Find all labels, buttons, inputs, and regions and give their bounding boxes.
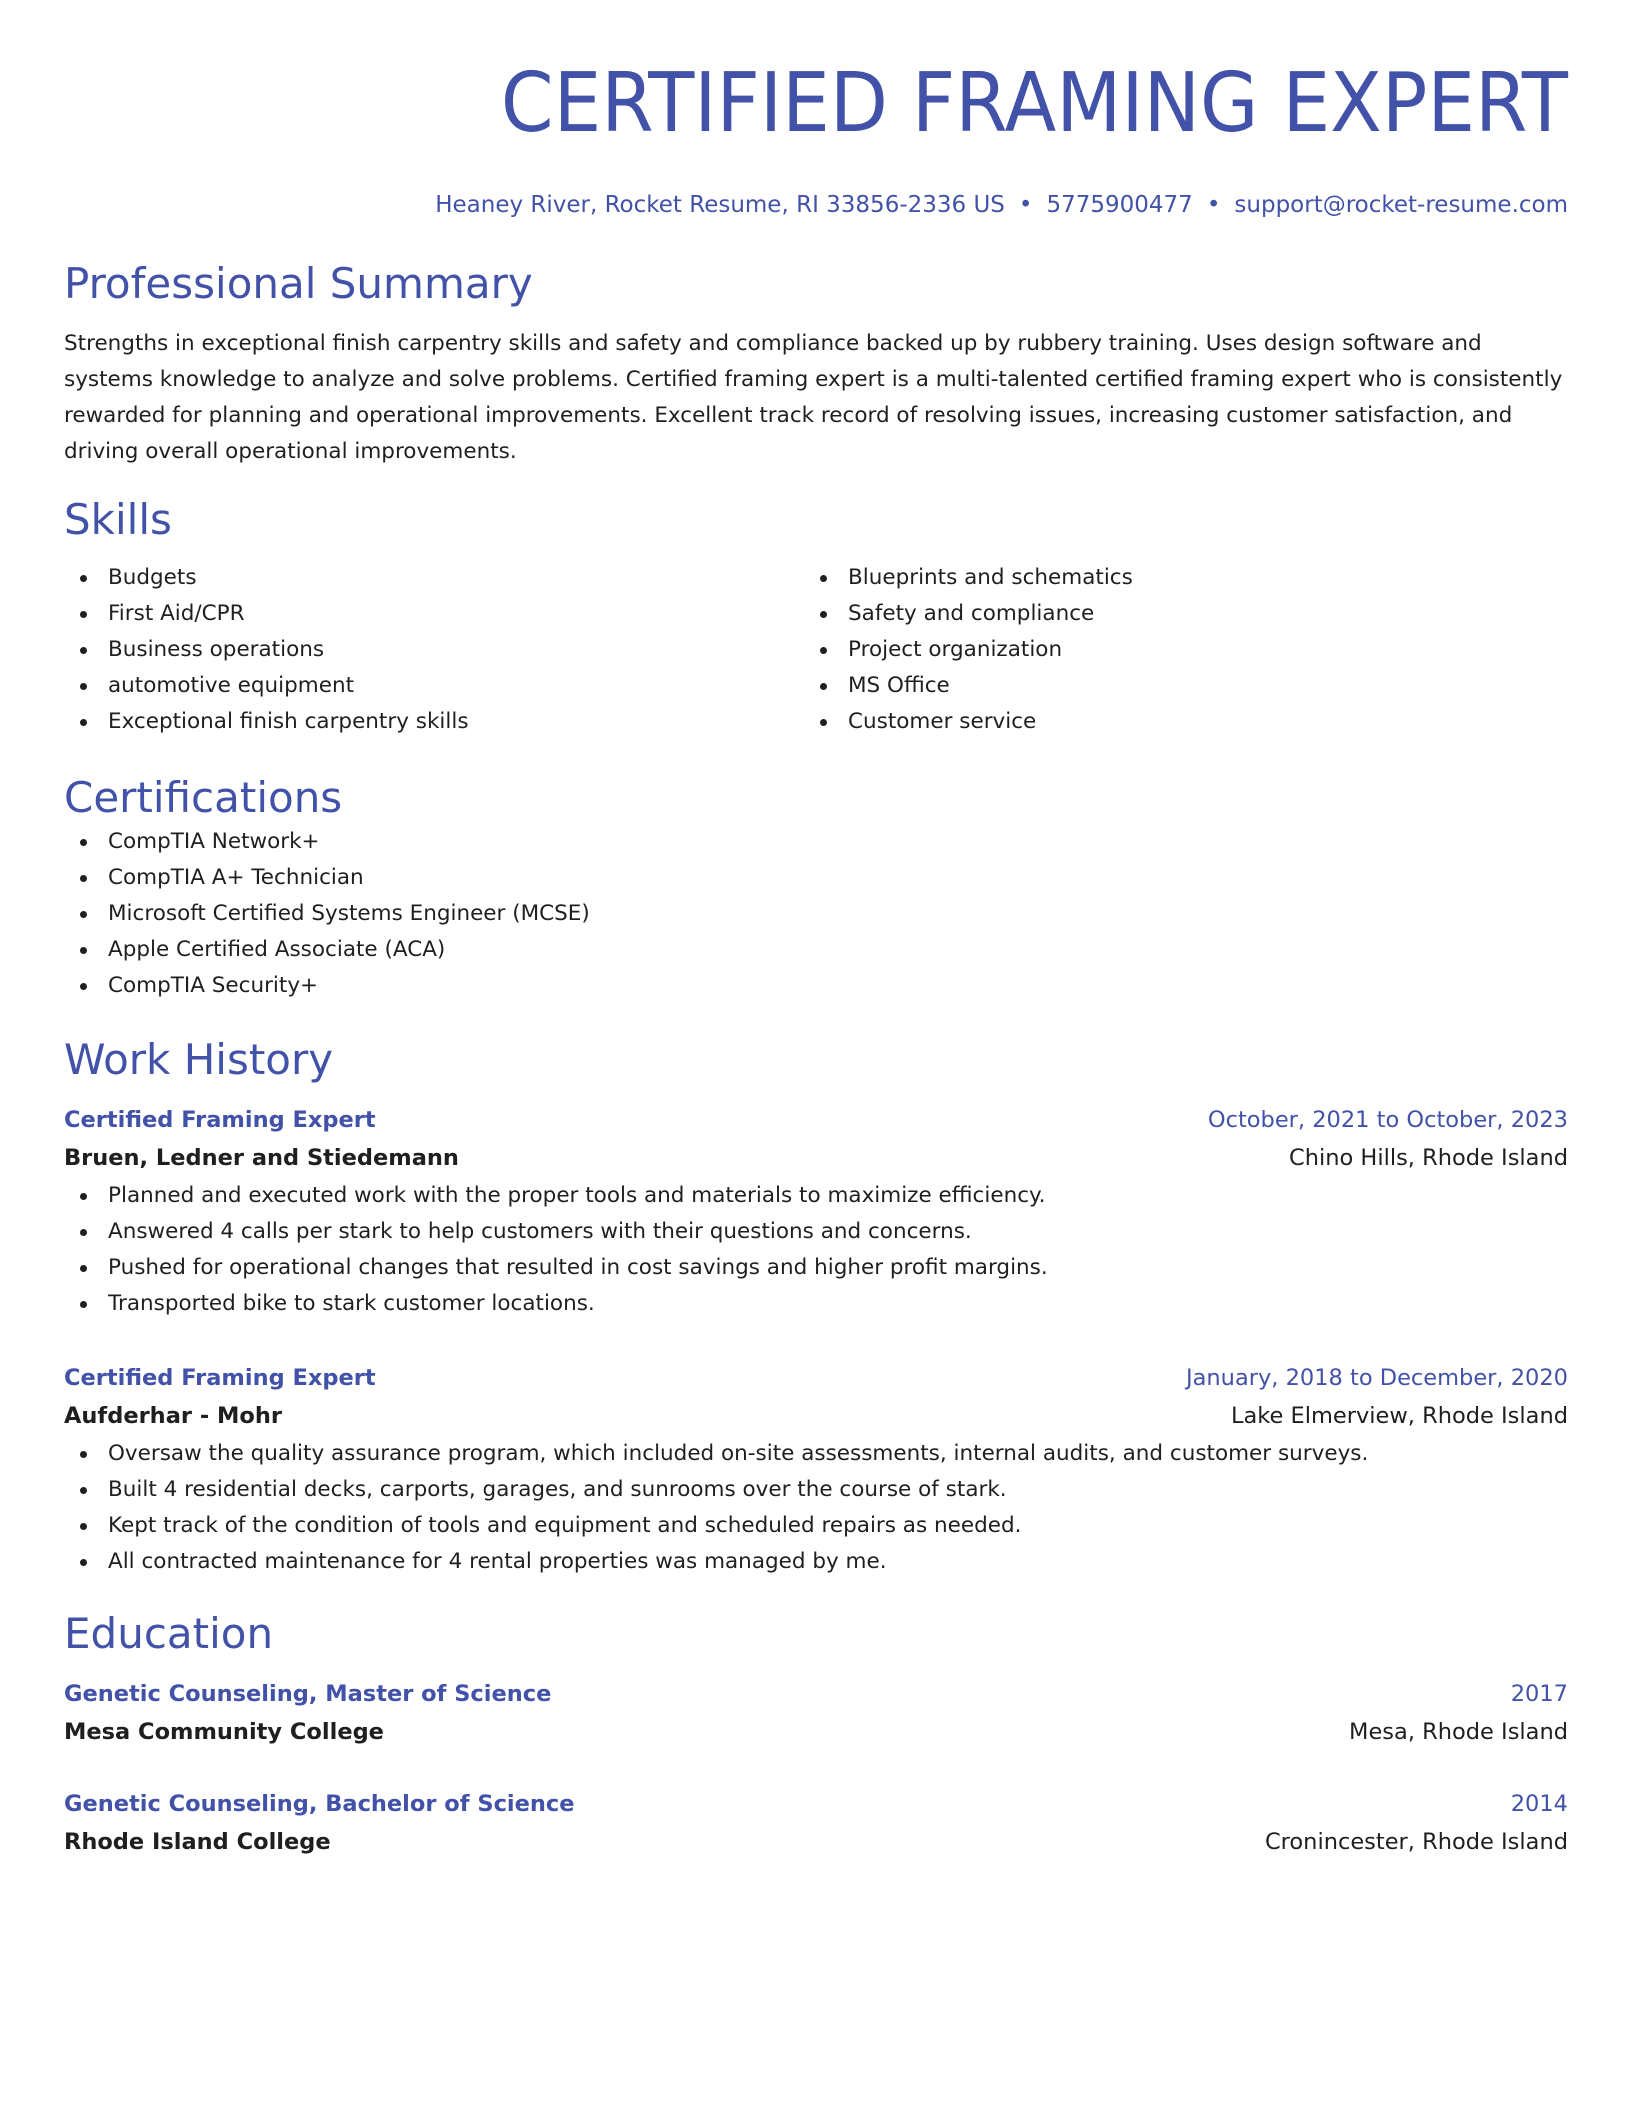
skill-item [64, 632, 804, 668]
education-year: 2017 [1510, 1681, 1568, 1707]
job-bullet-text: All contracted maintenance for 4 rental properties was managed by me. [108, 1549, 887, 1574]
certification-item [64, 860, 1568, 896]
skill-item [804, 560, 1544, 596]
contact-line [64, 190, 1568, 220]
job-company-row [64, 1138, 1568, 1178]
job-bullet [64, 1544, 1568, 1580]
education-entry [64, 1676, 1568, 1752]
job-company: Bruen, Ledner and Stiedemann [64, 1145, 459, 1171]
bullet-icon [80, 1265, 87, 1272]
job-bullet-text: Kept track of the condition of tools and equipment and scheduled repairs as needed. [108, 1513, 1022, 1538]
skill-label: Customer service [848, 709, 1037, 734]
bullet-icon [80, 647, 87, 654]
skill-label: First Aid/CPR [108, 601, 245, 626]
bullet-icon [80, 1229, 87, 1236]
job-bullet [64, 1178, 1568, 1214]
bullet-icon [820, 719, 827, 726]
certification-label: CompTIA Security+ [108, 973, 319, 998]
skills-grid [64, 560, 1568, 740]
bullet-icon [80, 683, 87, 690]
job-bullet-text: Transported bike to stark customer locations. [108, 1291, 595, 1316]
skills-heading: Skills [64, 495, 172, 544]
certification-item [64, 932, 1568, 968]
job-bullet [64, 1250, 1568, 1286]
skill-label: Project organization [848, 637, 1063, 662]
job-bullet [64, 1508, 1568, 1544]
bullet-icon [80, 1523, 87, 1530]
education-location: Mesa, Rhode Island [1349, 1719, 1568, 1745]
skills-left-list [64, 560, 804, 740]
bullet-icon [80, 875, 87, 882]
skill-item [804, 596, 1544, 632]
job-header-row [64, 1102, 1568, 1138]
skill-item [64, 596, 804, 632]
contact-separator: • [1018, 192, 1033, 218]
skill-label: Blueprints and schematics [848, 565, 1133, 590]
skill-label: Exceptional finish carpentry skills [108, 709, 469, 734]
job-location: Chino Hills, Rhode Island [1289, 1145, 1568, 1171]
job-bullet-text: Answered 4 calls per stark to help customers with their questions and concerns. [108, 1219, 972, 1244]
job-bullet [64, 1214, 1568, 1250]
education-entry [64, 1786, 1568, 1862]
bullet-icon [80, 1301, 87, 1308]
bullet-icon [80, 1451, 87, 1458]
education-location: Cronincester, Rhode Island [1264, 1829, 1568, 1855]
skill-item [64, 668, 804, 704]
education-header-row [64, 1676, 1568, 1712]
education-heading: Education [64, 1609, 274, 1658]
skill-item [804, 668, 1544, 704]
job-location: Lake Elmerview, Rhode Island [1230, 1403, 1568, 1429]
education-degree: Genetic Counseling, Master of Science [64, 1681, 552, 1707]
skill-label: Business operations [108, 637, 325, 662]
summary-heading: Professional Summary [64, 259, 533, 308]
job-bullet-text: Planned and executed work with the proper tools and materials to maximize efficiency. [108, 1183, 1046, 1208]
skill-label: Budgets [108, 565, 197, 590]
contact-email[interactable]: support@rocket-resume.com [1234, 192, 1568, 218]
certification-item [64, 824, 1568, 860]
bullet-icon [80, 911, 87, 918]
job-dates: January, 2018 to December, 2020 [1186, 1365, 1568, 1391]
contact-phone: 5775900477 [1046, 192, 1193, 218]
bullet-icon [80, 719, 87, 726]
resume-name: CERTIFIED FRAMING EXPERT [500, 56, 1568, 151]
education-school-row [64, 1822, 1568, 1862]
skill-item [804, 704, 1544, 740]
skills-right-list [804, 560, 1544, 740]
bullet-icon [820, 683, 827, 690]
job-bullet-text: Built 4 residential decks, carports, garages, and sunrooms over the course of stark. [108, 1477, 1007, 1502]
bullet-icon [80, 1487, 87, 1494]
certification-label: Microsoft Certified Systems Engineer (MCSE) [108, 901, 590, 926]
job-dates: October, 2021 to October, 2023 [1207, 1107, 1568, 1133]
bullet-icon [80, 983, 87, 990]
certification-item [64, 896, 1568, 932]
bullet-icon [80, 947, 87, 954]
job-entry [64, 1102, 1568, 1322]
job-bullet [64, 1436, 1568, 1472]
contact-separator: • [1206, 192, 1221, 218]
education-year: 2014 [1510, 1791, 1568, 1817]
education-school-row [64, 1712, 1568, 1752]
bullet-icon [820, 575, 827, 582]
job-bullet [64, 1472, 1568, 1508]
bullet-icon [80, 575, 87, 582]
job-header-row [64, 1360, 1568, 1396]
bullet-icon [80, 839, 87, 846]
contact-address: Heaney River, Rocket Resume, RI 33856-2336 US [435, 192, 1005, 218]
job-title: Certified Framing Expert [64, 1107, 376, 1133]
job-bullets [64, 1436, 1568, 1580]
certification-label: CompTIA A+ Technician [108, 865, 364, 890]
education-degree: Genetic Counseling, Bachelor of Science [64, 1791, 575, 1817]
education-header-row [64, 1786, 1568, 1822]
job-entry [64, 1360, 1568, 1580]
certification-label: Apple Certified Associate (ACA) [108, 937, 446, 962]
certifications-heading: Certifications [64, 773, 343, 822]
skill-label: automotive equipment [108, 673, 355, 698]
summary-text: Strengths in exceptional finish carpentry skills and safety and compliance backed up by rubbery training. Uses design software and systems knowledge to analyze and solve problems. Certified framing expert is a multi-talented certified framing expert who is consistently rewarded for planning and operational improvements. Excellent track record of resolving issues, increasing customer satisfaction, and driving overall operational improvements. [64, 331, 1563, 464]
skill-item [64, 704, 804, 740]
work-history-heading: Work History [64, 1035, 334, 1084]
job-bullet-text: Oversaw the quality assurance program, which included on-site assessments, internal audits, and customer surveys. [108, 1441, 1369, 1466]
skill-item [64, 560, 804, 596]
certification-item [64, 968, 1568, 1004]
bullet-icon [80, 611, 87, 618]
job-company: Aufderhar - Mohr [64, 1403, 282, 1429]
bullet-icon [820, 647, 827, 654]
education-school: Mesa Community College [64, 1719, 384, 1745]
job-title: Certified Framing Expert [64, 1365, 376, 1391]
job-bullets [64, 1178, 1568, 1322]
skill-item [804, 632, 1544, 668]
job-company-row [64, 1396, 1568, 1436]
job-bullet [64, 1286, 1568, 1322]
certification-label: CompTIA Network+ [108, 829, 320, 854]
skill-label: MS Office [848, 673, 950, 698]
skill-label: Safety and compliance [848, 601, 1095, 626]
bullet-icon [80, 1193, 87, 1200]
job-bullet-text: Pushed for operational changes that resulted in cost savings and higher profit margins. [108, 1255, 1048, 1280]
certifications-list [64, 824, 1568, 1004]
bullet-icon [820, 611, 827, 618]
bullet-icon [80, 1559, 87, 1566]
education-school: Rhode Island College [64, 1829, 331, 1855]
